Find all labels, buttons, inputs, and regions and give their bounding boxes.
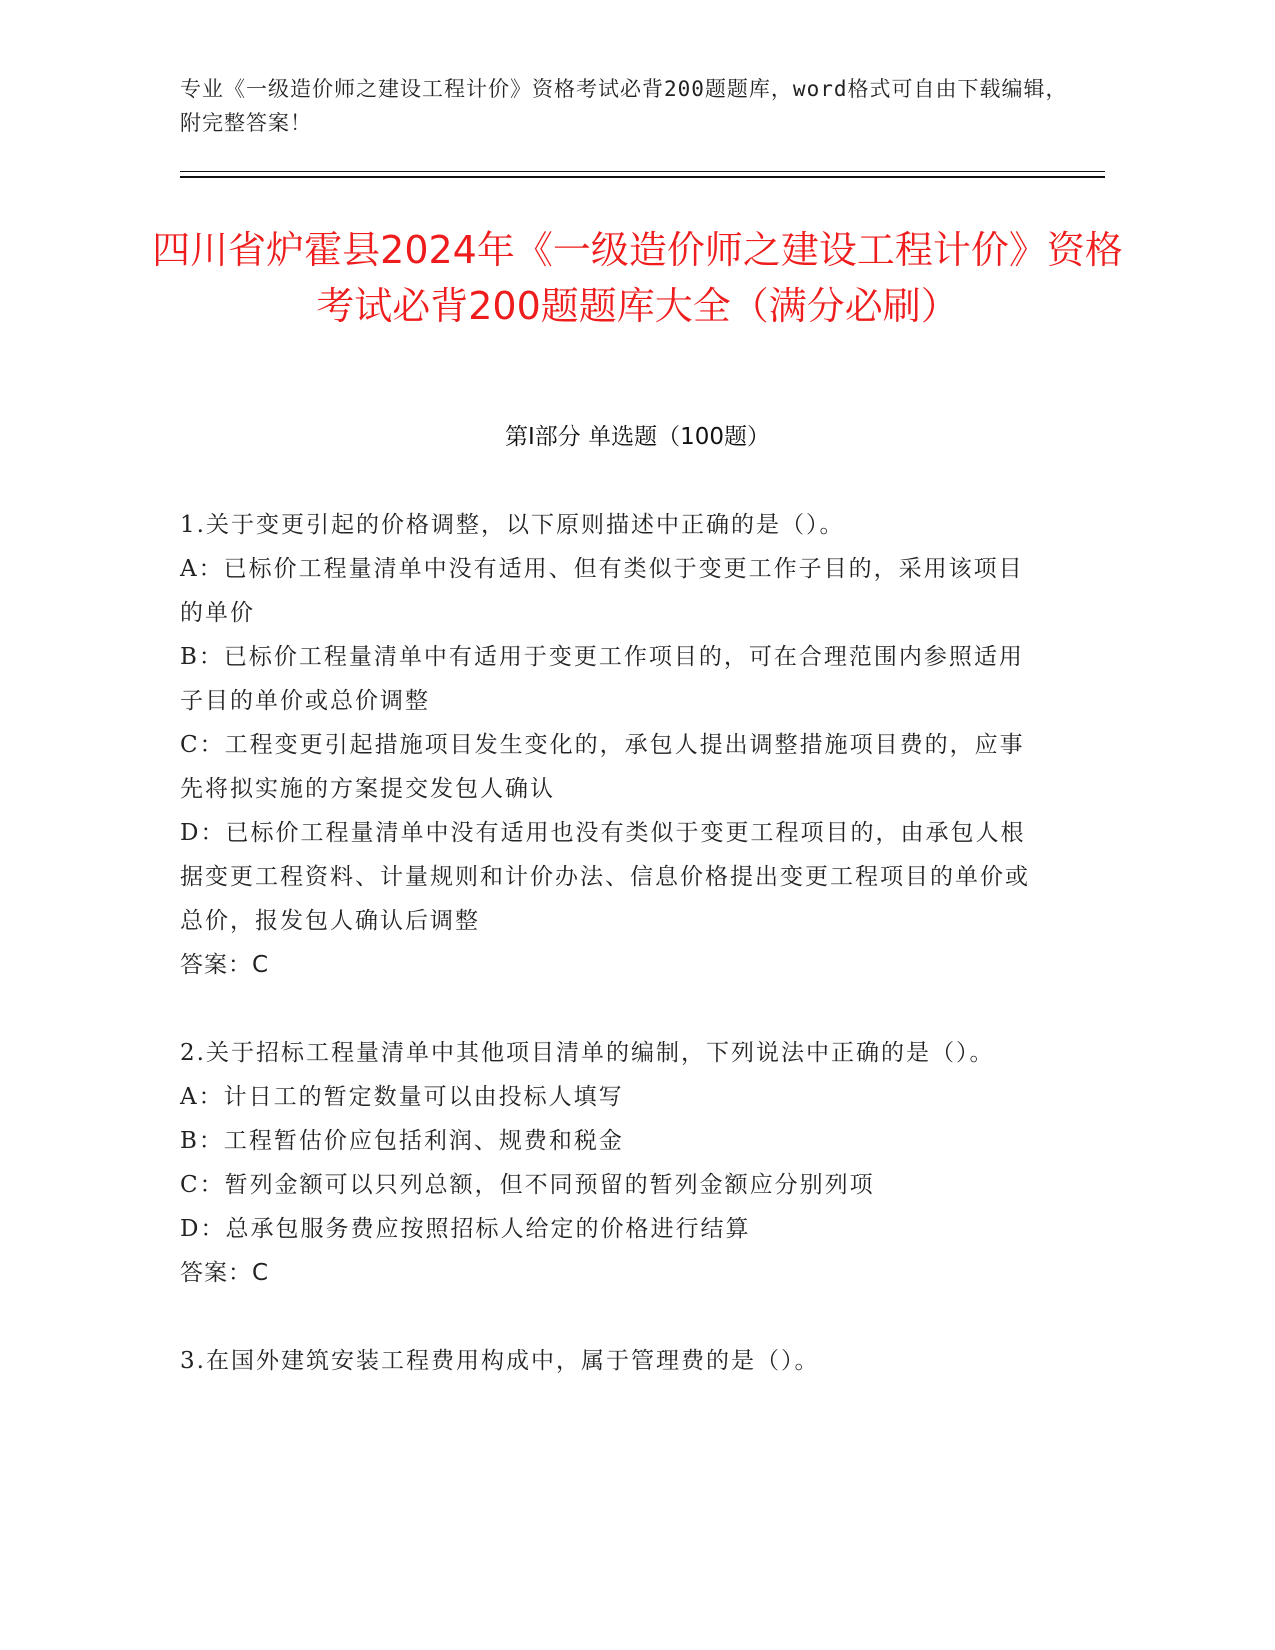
section-heading: 第Ⅰ部分 单选题（100题）	[505, 424, 770, 450]
question-3	[180, 1339, 1040, 1383]
answer: 答案：C	[180, 1260, 270, 1286]
answer: 答案：C	[180, 952, 270, 978]
option-d: D：已标价工程量清单中没有适用也没有类似于变更工程项目的，由承包人根据变更工程资料、计量规则和计价办法、信息价格提出变更工程项目的单价或总价，报发包人确认后调整	[180, 820, 1030, 934]
header-divider-thin	[180, 171, 1105, 172]
document-title: 四川省炉霍县2024年《一级造价师之建设工程计价》资格考试必背200题题库大全（满分必刷）	[152, 228, 1123, 328]
option-c: C：暂列金额可以只列总额，但不同预留的暂列金额应分别列项	[180, 1172, 875, 1198]
option-a: A：已标价工程量清单中没有适用、但有类似于变更工作子目的，采用该项目的单价	[180, 556, 1024, 626]
option-d: D：总承包服务费应按照招标人给定的价格进行结算	[180, 1216, 751, 1242]
header-divider-thick	[180, 176, 1105, 178]
question-1	[180, 503, 1040, 987]
option-a: A：计日工的暂定数量可以由投标人填写	[180, 1084, 624, 1110]
question-stem: 3.在国外建筑安装工程费用构成中，属于管理费的是（）。	[180, 1348, 820, 1374]
option-b: B：已标价工程量清单中有适用于变更工作项目的，可在合理范围内参照适用子目的单价或总价调整	[180, 644, 1024, 714]
header-note: 专业《一级造价师之建设工程计价》资格考试必背200题题库，word格式可自由下载编辑，附完整答案！	[180, 77, 1068, 135]
question-list	[180, 503, 1040, 1427]
question-2	[180, 1031, 1040, 1295]
question-stem: 2.关于招标工程量清单中其他项目清单的编制，下列说法中正确的是（）。	[180, 1040, 995, 1066]
option-c: C：工程变更引起措施项目发生变化的，承包人提出调整措施项目费的，应事先将拟实施的方案提交发包人确认	[180, 732, 1025, 802]
question-stem: 1.关于变更引起的价格调整，以下原则描述中正确的是（）。	[180, 512, 845, 538]
option-b: B：工程暂估价应包括利润、规费和税金	[180, 1128, 624, 1154]
